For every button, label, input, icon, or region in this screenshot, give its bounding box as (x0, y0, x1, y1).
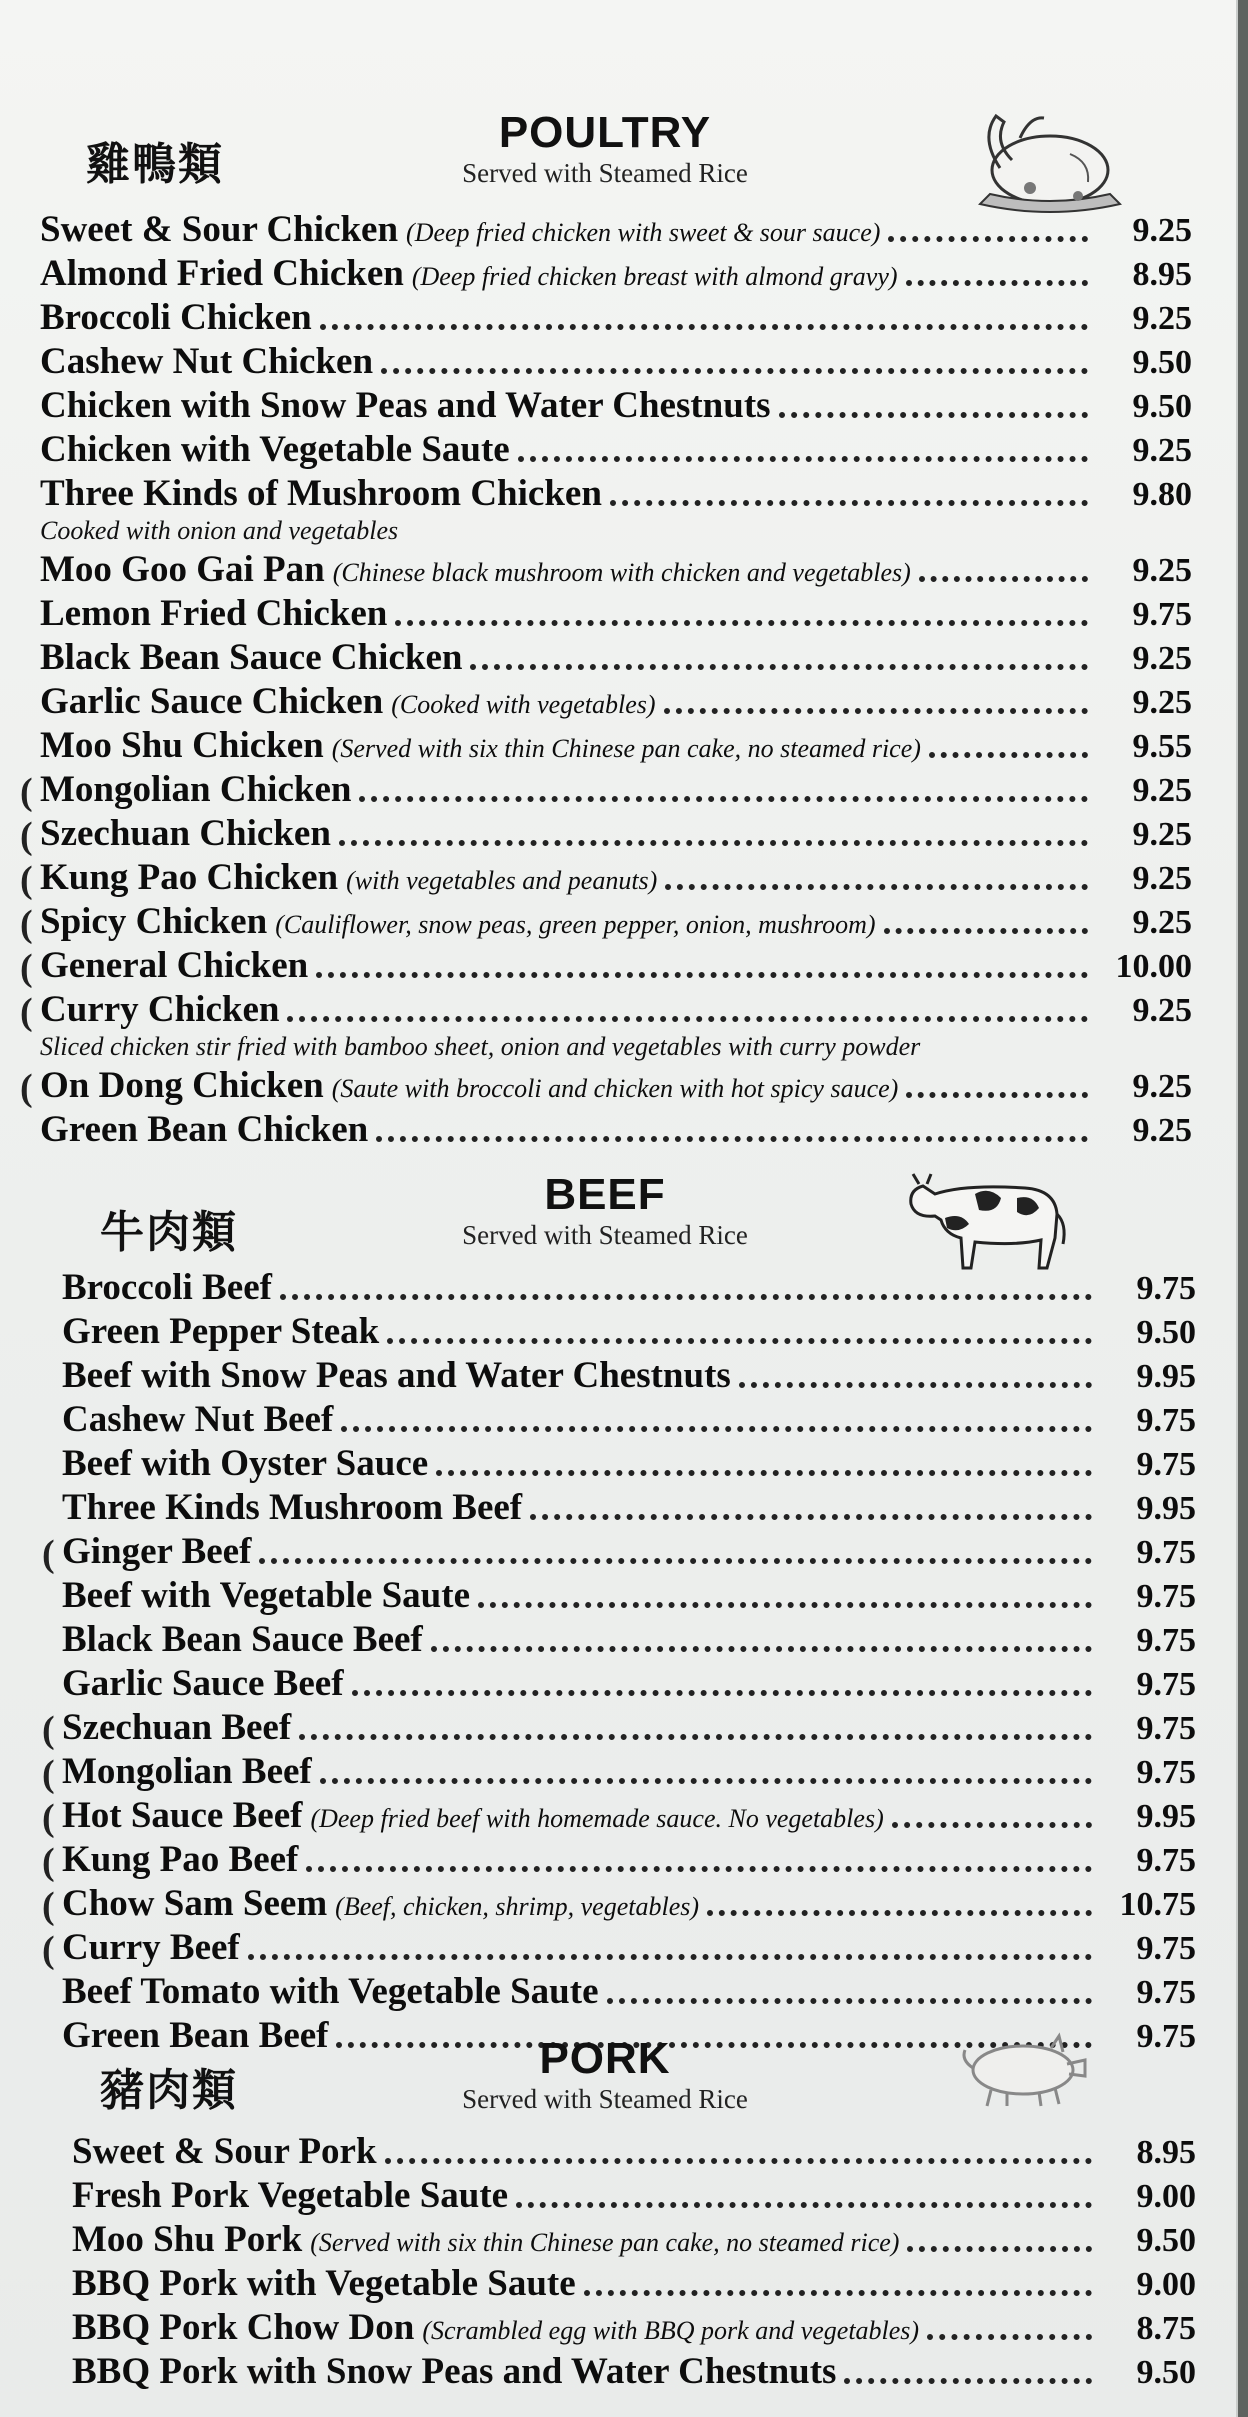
list-item: Black Bean Sauce Beef 9.75 (62, 1619, 1196, 1660)
spicy-bracket-icon: ( (20, 1067, 33, 1109)
spicy-bracket-icon: ( (42, 1753, 55, 1795)
list-item: Cashew Nut Beef 9.75 (62, 1399, 1196, 1440)
beef-title: BEEF (544, 1170, 666, 1219)
list-item: Moo Shu Chicken (Served with six thin Chinese pan cake, no steamed rice) 9.55 (40, 725, 1192, 766)
list-item: Broccoli Beef 9.75 (62, 1267, 1196, 1308)
list-item: ( Szechuan Chicken 9.25 (20, 813, 1192, 857)
list-item: ( Chow Sam Seem (Beef, chicken, shrimp, vegetables) 10.75 (42, 1883, 1196, 1927)
roast-chicken-icon (960, 108, 1130, 218)
spicy-bracket-icon: ( (20, 947, 33, 989)
cow-icon (905, 1164, 1075, 1274)
spicy-bracket-icon: ( (20, 991, 33, 1033)
list-item: Green Pepper Steak 9.50 (62, 1311, 1196, 1352)
poultry-header (0, 108, 1236, 208)
item-note: Cooked with onion and vegetables (40, 516, 399, 545)
poultry-list (0, 208, 1236, 1152)
pork-chinese-title: 豬肉類 (100, 2065, 238, 2116)
list-item: ( Curry Chicken 9.25 (20, 989, 1192, 1033)
list-item: ( On Dong Chicken (Saute with broccoli and chicken with hot spicy sauce) 9.25 (20, 1065, 1192, 1109)
list-item: Garlic Sauce Chicken (Cooked with vegetables) 9.25 (40, 681, 1192, 722)
pork-list (0, 2130, 1236, 2394)
spicy-bracket-icon: ( (20, 859, 33, 901)
list-item: ( Szechuan Beef 9.75 (42, 1707, 1196, 1751)
pork-title: PORK (539, 2034, 671, 2083)
pork-subtitle: Served with Steamed Rice (462, 2084, 748, 2114)
list-item: ( Mongolian Beef 9.75 (42, 1751, 1196, 1795)
pork-header (0, 2034, 1236, 2130)
spicy-bracket-icon: ( (42, 1533, 55, 1575)
list-item: BBQ Pork with Vegetable Saute 9.00 (72, 2263, 1196, 2304)
list-item: Beef Tomato with Vegetable Saute 9.75 (62, 1971, 1196, 2012)
spicy-bracket-icon: ( (20, 903, 33, 945)
beef-chinese-title: 牛肉類 (100, 1207, 238, 1258)
spicy-bracket-icon: ( (42, 1929, 55, 1971)
spicy-bracket-icon: ( (42, 1885, 55, 1927)
list-item: BBQ Pork Chow Don (Scrambled egg with BBQ pork and vegetables) 8.75 (72, 2307, 1196, 2348)
list-item: Chicken with Snow Peas and Water Chestnuts 9.50 (40, 385, 1192, 426)
list-item: Almond Fried Chicken (Deep fried chicken breast with almond gravy) 8.95 (40, 253, 1192, 294)
beef-header (0, 1170, 1236, 1266)
list-item: ( Spicy Chicken (Cauliflower, snow peas, green pepper, onion, mushroom) 9.25 (20, 901, 1192, 945)
list-item: Chicken with Vegetable Saute 9.25 (40, 429, 1192, 470)
list-item: ( Ginger Beef 9.75 (42, 1531, 1196, 1575)
list-item: ( Kung Pao Chicken (with vegetables and peanuts) 9.25 (20, 857, 1192, 901)
list-item: ( General Chicken 10.00 (20, 945, 1192, 989)
beef-list (0, 1266, 1236, 2058)
list-item: Beef with Snow Peas and Water Chestnuts 9.95 (62, 1355, 1196, 1396)
list-item: Moo Shu Pork (Served with six thin Chinese pan cake, no steamed rice) 9.50 (72, 2219, 1196, 2260)
list-item: Sweet & Sour Pork 8.95 (72, 2131, 1196, 2172)
list-item: Moo Goo Gai Pan (Chinese black mushroom with chicken and vegetables) 9.25 (40, 549, 1192, 590)
list-item: Garlic Sauce Beef 9.75 (62, 1663, 1196, 1704)
poultry-title: POULTRY (498, 108, 712, 157)
list-item: Three Kinds of Mushroom Chicken 9.80 (40, 473, 1192, 514)
list-item: Fresh Pork Vegetable Saute 9.00 (72, 2175, 1196, 2216)
spicy-bracket-icon: ( (20, 815, 33, 857)
list-item: Sweet & Sour Chicken (Deep fried chicken with sweet & sour sauce) 9.25 (40, 209, 1192, 250)
list-item: BBQ Pork with Snow Peas and Water Chestnuts 9.50 (72, 2351, 1196, 2392)
pig-icon (955, 2030, 1095, 2110)
beef-section (0, 1170, 1236, 2058)
list-item: ( Mongolian Chicken 9.25 (20, 769, 1192, 813)
list-item: Black Bean Sauce Chicken 9.25 (40, 637, 1192, 678)
spicy-bracket-icon: ( (42, 1709, 55, 1751)
pork-section (0, 2034, 1236, 2394)
list-item: Lemon Fried Chicken 9.75 (40, 593, 1192, 634)
poultry-section (0, 108, 1236, 1152)
poultry-chinese-title: 雞鴨類 (86, 139, 224, 190)
beef-subtitle: Served with Steamed Rice (462, 1220, 748, 1250)
spicy-bracket-icon: ( (42, 1841, 55, 1883)
list-item: Green Bean Chicken 9.25 (40, 1109, 1192, 1150)
spicy-bracket-icon: ( (42, 1797, 55, 1839)
poultry-subtitle: Served with Steamed Rice (462, 158, 748, 188)
list-item: ( Hot Sauce Beef (Deep fried beef with homemade sauce. No vegetables) 9.95 (42, 1795, 1196, 1839)
list-item: Beef with Vegetable Saute 9.75 (62, 1575, 1196, 1616)
list-item: Cashew Nut Chicken 9.50 (40, 341, 1192, 382)
list-item: ( Curry Beef 9.75 (42, 1927, 1196, 1971)
spicy-bracket-icon: ( (20, 771, 33, 813)
list-item: ( Kung Pao Beef 9.75 (42, 1839, 1196, 1883)
list-item: Three Kinds Mushroom Beef 9.95 (62, 1487, 1196, 1528)
list-item: Beef with Oyster Sauce 9.75 (62, 1443, 1196, 1484)
list-item: Green Bean Beef 9.75 (62, 2015, 1196, 2056)
list-item: Broccoli Chicken 9.25 (40, 297, 1192, 338)
item-note: Sliced chicken stir fried with bamboo sheet, onion and vegetables with curry powder (40, 1032, 921, 1061)
